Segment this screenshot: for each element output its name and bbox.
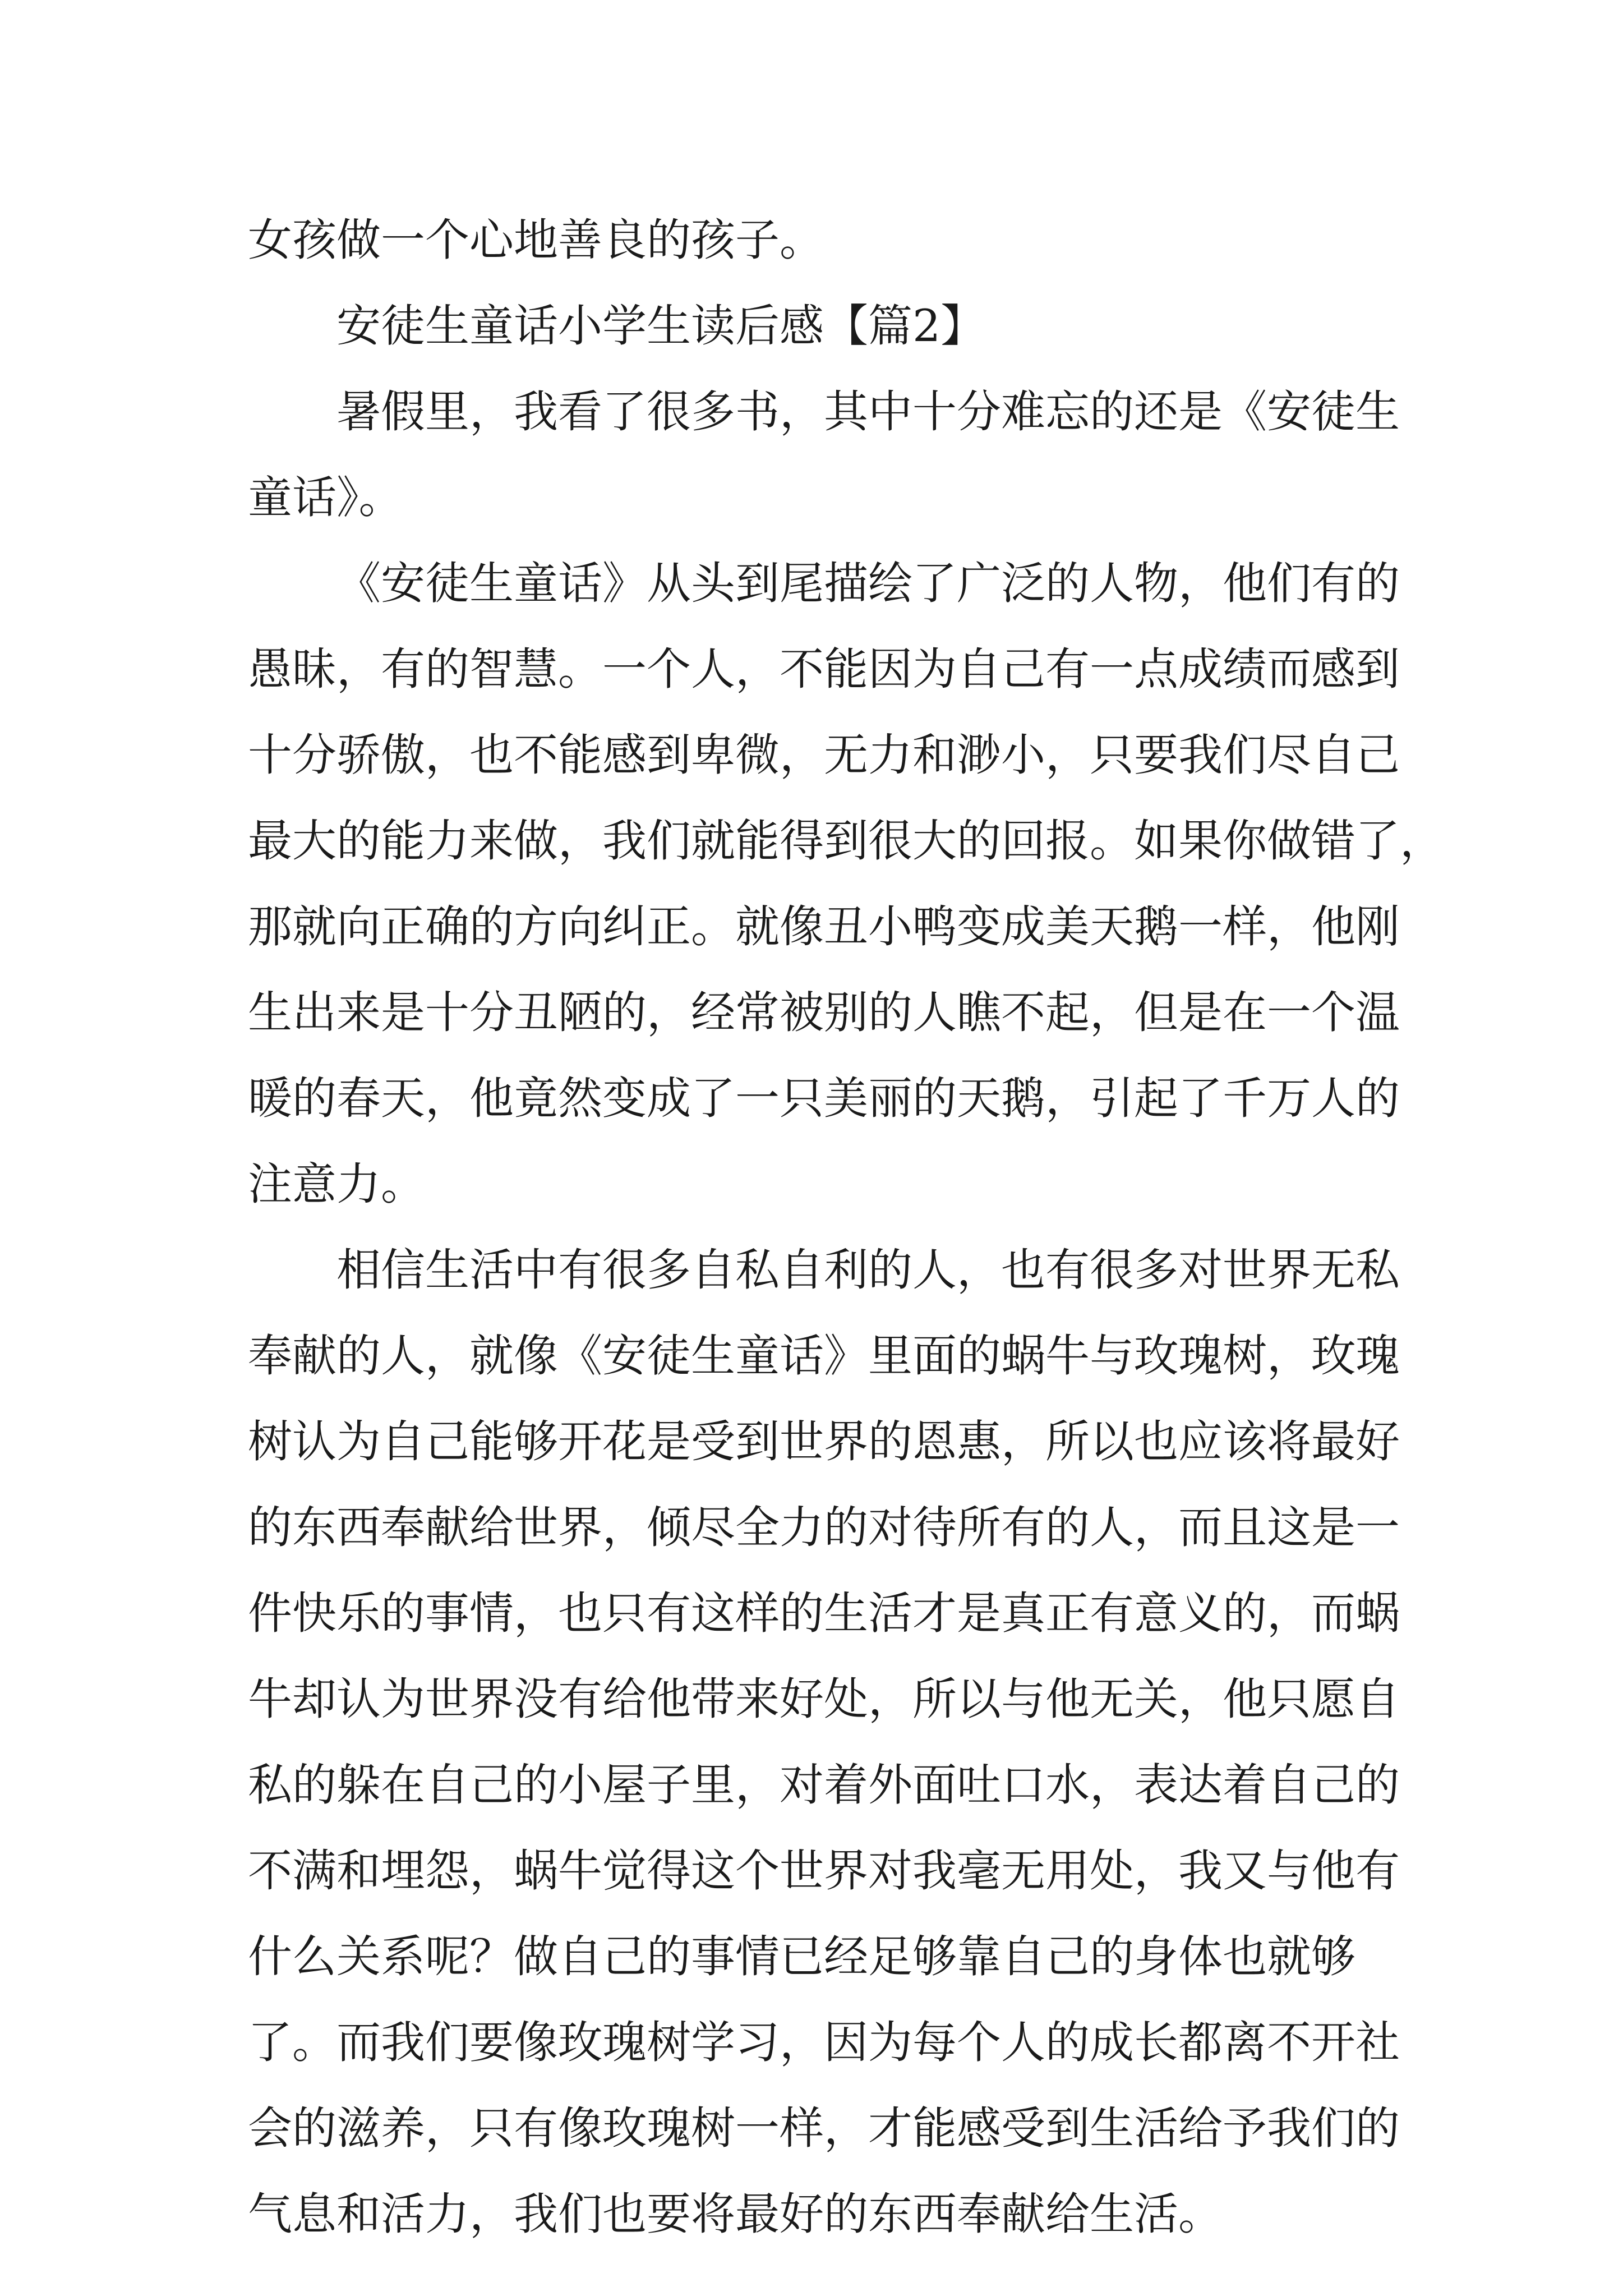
text-line: 注意力。 bbox=[248, 1158, 425, 1210]
text-line: 了。而我们要像玫瑰树学习，因为每个人的成长都离不开社 bbox=[248, 2017, 1400, 2068]
text-line: 《安徒生童话》从头到尾描绘了广泛的人物，他们有的 bbox=[336, 558, 1400, 609]
text-line: 的东西奉献给世界，倾尽全力的对待所有的人，而且这是一 bbox=[248, 1502, 1400, 1553]
text-line: 不满和埋怨，蜗牛觉得这个世界对我毫无用处，我又与他有 bbox=[248, 1845, 1400, 1897]
text-line: 十分骄傲，也不能感到卑微，无力和渺小，只要我们尽自己 bbox=[248, 729, 1400, 781]
text-line: 奉献的人，就像《安徒生童话》里面的蜗牛与玫瑰树，玫瑰 bbox=[248, 1330, 1400, 1382]
text-line: 暖的春天，他竟然变成了一只美丽的天鹅，引起了千万人的 bbox=[248, 1073, 1400, 1124]
text-line: 暑假里，我看了很多书，其中十分难忘的还是《安徒生 bbox=[336, 386, 1400, 438]
text-line: 私的躲在自己的小屋子里，对着外面吐口水，表达着自己的 bbox=[248, 1759, 1400, 1811]
text-line: 气息和活力，我们也要将最好的东西奉献给生活。 bbox=[248, 2188, 1223, 2240]
text-line: 相信生活中有很多自私自利的人，也有很多对世界无私 bbox=[336, 1244, 1400, 1296]
text-line: 童话》。 bbox=[248, 472, 403, 523]
essay-body bbox=[248, 197, 1444, 2257]
text-line: 树认为自己能够开花是受到世界的恩惠，所以也应该将最好 bbox=[248, 1416, 1400, 1467]
text-line: 牛却认为世界没有给他带来好处，所以与他无关，他只愿自 bbox=[248, 1673, 1400, 1725]
text-line: 愚昧，有的智慧。一个人，不能因为自己有一点成绩而感到 bbox=[248, 643, 1400, 695]
text-line: 会的滋养，只有像玫瑰树一样，才能感受到生活给予我们的 bbox=[248, 2102, 1400, 2154]
text-line: 什么关系呢？做自己的事情已经足够靠自己的身体也就够 bbox=[248, 1931, 1355, 1982]
text-line: 那就向正确的方向纠正。就像丑小鸭变成美天鹅一样，他刚 bbox=[248, 901, 1400, 953]
text-line: 最大的能力来做，我们就能得到很大的回报。如果你做错了， bbox=[248, 815, 1444, 867]
section-heading: 安徒生童话小学生读后感【篇2】 bbox=[336, 300, 985, 352]
text-line: 生出来是十分丑陋的，经常被别的人瞧不起，但是在一个温 bbox=[248, 987, 1400, 1038]
text-line: 女孩做一个心地善良的孩子。 bbox=[248, 214, 824, 266]
text-line: 件快乐的事情，也只有这样的生活才是真正有意义的，而蜗 bbox=[248, 1588, 1400, 1639]
